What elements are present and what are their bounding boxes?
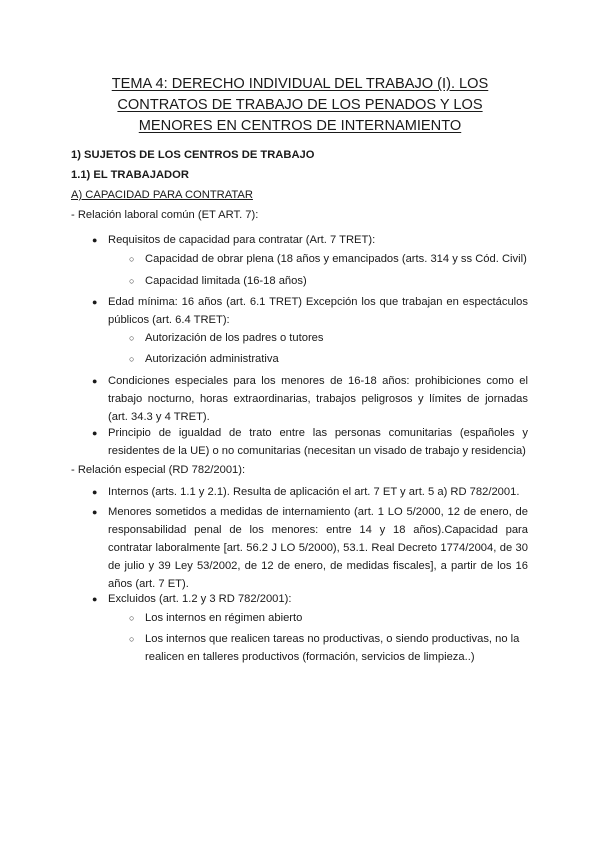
list-item	[129, 609, 530, 627]
list-item	[129, 630, 530, 666]
list-item-text: Los internos que realicen tareas no productivas, o siendo productivas, no la realicen en talleres productivos (formación, servicios de limpieza..)	[145, 633, 520, 663]
sub-bullet-marker: ○	[129, 613, 135, 623]
bullet-marker: ●	[92, 235, 98, 245]
list-item-text: Capacidad limitada (16-18 años)	[145, 275, 307, 287]
bullet-marker: ●	[92, 487, 98, 497]
list-item-text: Excluidos (art. 1.2 y 3 RD 782/2001):	[108, 593, 292, 605]
list-item	[92, 590, 528, 608]
sub-bullet-marker: ○	[129, 276, 135, 286]
title-line-3: MENORES EN CENTROS DE INTERNAMIENTO	[138, 118, 462, 134]
list-item	[92, 372, 528, 426]
subsection-heading-a: A) CAPACIDAD PARA CONTRATAR	[71, 189, 253, 201]
list-item-text: Capacidad de obrar plena (18 años y emancipados (arts. 314 y ss Cód. Civil)	[145, 253, 527, 265]
list-item-text: Menores sometidos a medidas de internamiento (art. 1 LO 5/2000, 12 de enero, de responsabilidad penal de los menores: entre 14 y 18 años).Capacidad para contratar laboralmente [art. 56.2 J LO 5/2000), 53.1. Real Decreto 1774/2004, de 30 de julio y 39 Ley 53/2002, de 12 de enero, de medidas fiscales], a partir de los 16 años (art. 7 ET).	[108, 506, 528, 590]
title-line-2: CONTRATOS DE TRABAJO DE LOS PENADOS Y LOS	[117, 97, 483, 113]
list-item	[92, 293, 528, 329]
relacion-especial-intro: - Relación especial (RD 782/2001):	[71, 464, 246, 476]
list-item-text: Principio de igualdad de trato entre las personas comunitarias (españoles y residentes de la UE) o no comunitarias (necesitan un visado de trabajo y residencia)	[108, 427, 528, 457]
list-item-text: Los internos en régimen abierto	[145, 612, 303, 624]
bullet-marker: ●	[92, 297, 98, 307]
relacion-comun-intro: - Relación laboral común (ET ART. 7):	[71, 209, 259, 221]
list-item	[92, 231, 528, 249]
title-line-1: TEMA 4: DERECHO INDIVIDUAL DEL TRABAJO (I). LOS	[111, 76, 489, 92]
list-item-text: Requisitos de capacidad para contratar (Art. 7 TRET):	[108, 234, 376, 246]
list-item	[129, 329, 535, 347]
list-item-text: Autorización administrativa	[145, 353, 279, 365]
section-heading-1-1: 1.1) EL TRABAJADOR	[71, 169, 189, 181]
list-item-text: Condiciones especiales para los menores de 16-18 años: prohibiciones como el trabajo nocturno, horas extraordinarias, trabajos peligrosos y límites de jornadas (art. 34.3 y 4 TRET).	[108, 375, 528, 423]
sub-bullet-marker: ○	[129, 254, 135, 264]
page-title	[60, 74, 540, 137]
list-item	[129, 350, 535, 368]
section-heading-1: 1) SUJETOS DE LOS CENTROS DE TRABAJO	[71, 149, 315, 161]
bullet-marker: ●	[92, 428, 98, 438]
list-item-text: Internos (arts. 1.1 y 2.1). Resulta de aplicación el art. 7 ET y art. 5 a) RD 782/2001.	[108, 486, 520, 498]
list-item	[129, 272, 535, 290]
list-item-text: Autorización de los padres o tutores	[145, 332, 324, 344]
sub-bullet-marker: ○	[129, 634, 135, 644]
list-item	[129, 250, 535, 268]
bullet-marker: ●	[92, 507, 98, 517]
list-item	[92, 503, 528, 593]
bullet-marker: ●	[92, 376, 98, 386]
list-item	[92, 424, 528, 460]
sub-bullet-marker: ○	[129, 354, 135, 364]
list-item	[92, 483, 528, 501]
list-item-text: Edad mínima: 16 años (art. 6.1 TRET) Excepción los que trabajan en espectáculos públicos (art. 6.4 TRET):	[108, 296, 528, 326]
sub-bullet-marker: ○	[129, 333, 135, 343]
bullet-marker: ●	[92, 594, 98, 604]
